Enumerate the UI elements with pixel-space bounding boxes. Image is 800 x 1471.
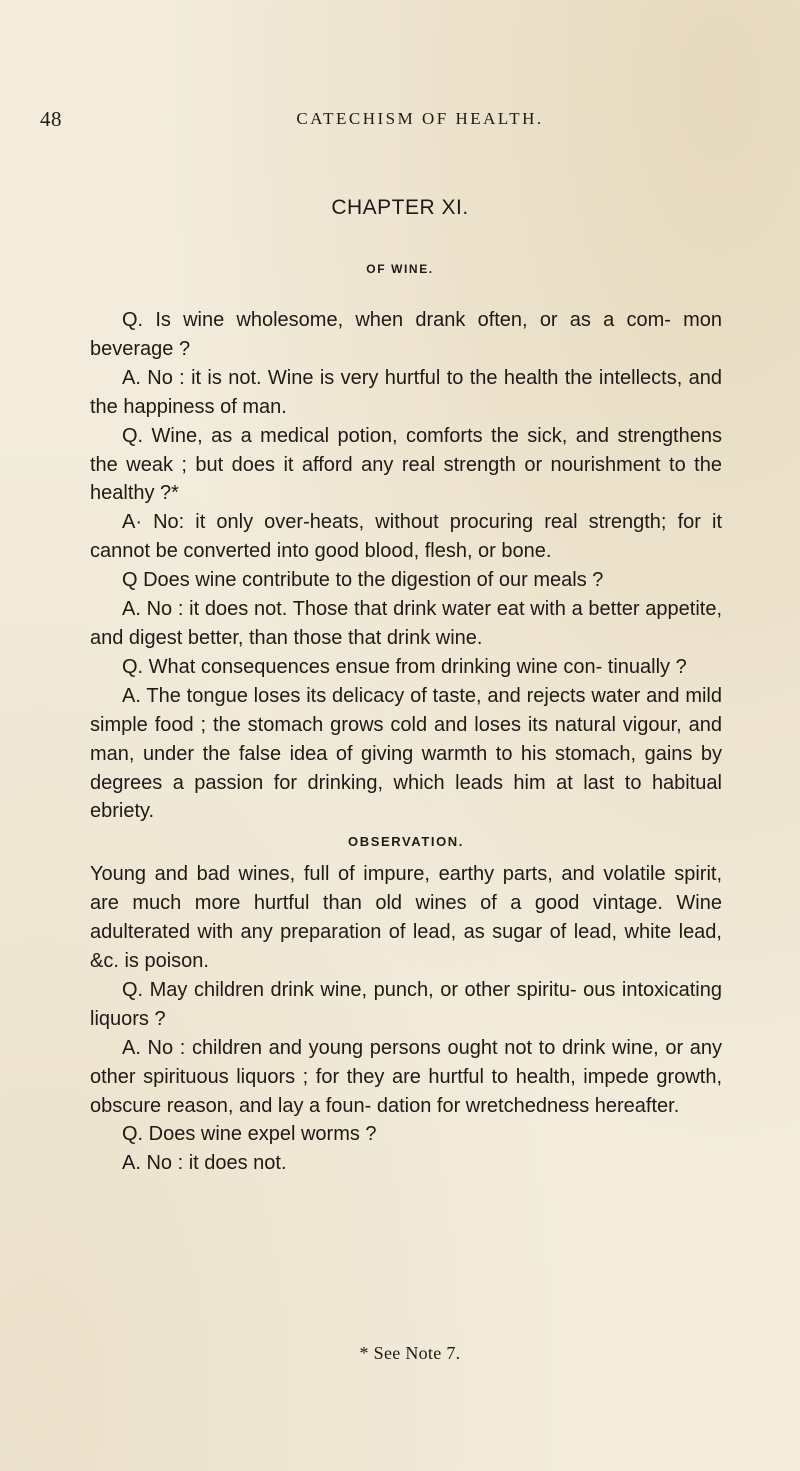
chapter-subtitle: OF WINE. xyxy=(366,262,434,276)
observation-heading: OBSERVATION. xyxy=(348,834,464,850)
question-paragraph: Q. Wine, as a medical potion, comforts the sick, and strengthens the weak ; but does it afford any real strength or nourishment to the healthy ?* xyxy=(90,424,722,505)
footnote: * See Note 7. xyxy=(359,1343,461,1363)
running-title: CATECHISM OF HEALTH. xyxy=(296,109,544,128)
question-paragraph: Q Does wine contribute to the digestion of our meals ? xyxy=(122,569,604,592)
answer-paragraph: A. No : children and young persons ought not to drink wine, or any other spirituous liquors ; for they are hurtful to health, impede growth, obscure reason, and lay a foun- dation for wretchedness hereafter. xyxy=(90,1036,722,1117)
answer-paragraph: A. The tongue loses its delicacy of taste, and rejects water and mild simple food ; the stomach grows cold and loses its natural vigour, and man, under the false idea of giving warmth to his stomach, gains by degrees a passion for drinking, which leads him at last to habitual ebriety. xyxy=(90,684,722,823)
question-paragraph: Q. What consequences ensue from drinking wine con- tinually ? xyxy=(122,655,687,678)
running-head xyxy=(40,107,760,137)
page-number: 48 xyxy=(40,107,62,131)
body-text xyxy=(90,306,722,1178)
answer-paragraph: A. No : it is not. Wine is very hurtful to the health the intellects, and the happiness of man. xyxy=(90,366,722,418)
observation-paragraph: Young and bad wines, full of impure, earthy parts, and volatile spirit, are much more hurtful than old wines of a good vintage. Wine adulterated with any preparation of lead, as sugar of lead, white lead, &c. is poison. xyxy=(90,863,722,973)
question-paragraph: Q. May children drink wine, punch, or other spiritu- ous intoxicating liquors ? xyxy=(90,978,722,1030)
answer-paragraph: A. No : it does not. Those that drink water eat with a better appetite, and digest better, than those that drink wine. xyxy=(90,598,722,649)
question-paragraph: Q. Is wine wholesome, when drank often, or as a com- mon beverage ? xyxy=(90,309,722,360)
answer-paragraph: A. No : it does not. xyxy=(122,1152,287,1175)
answer-paragraph: A· No: it only over-heats, without procuring real strength; for it cannot be converted into good blood, flesh, or bone. xyxy=(90,511,722,563)
chapter-title: CHAPTER XI. xyxy=(331,196,469,219)
question-paragraph: Q. Does wine expel worms ? xyxy=(122,1123,377,1146)
